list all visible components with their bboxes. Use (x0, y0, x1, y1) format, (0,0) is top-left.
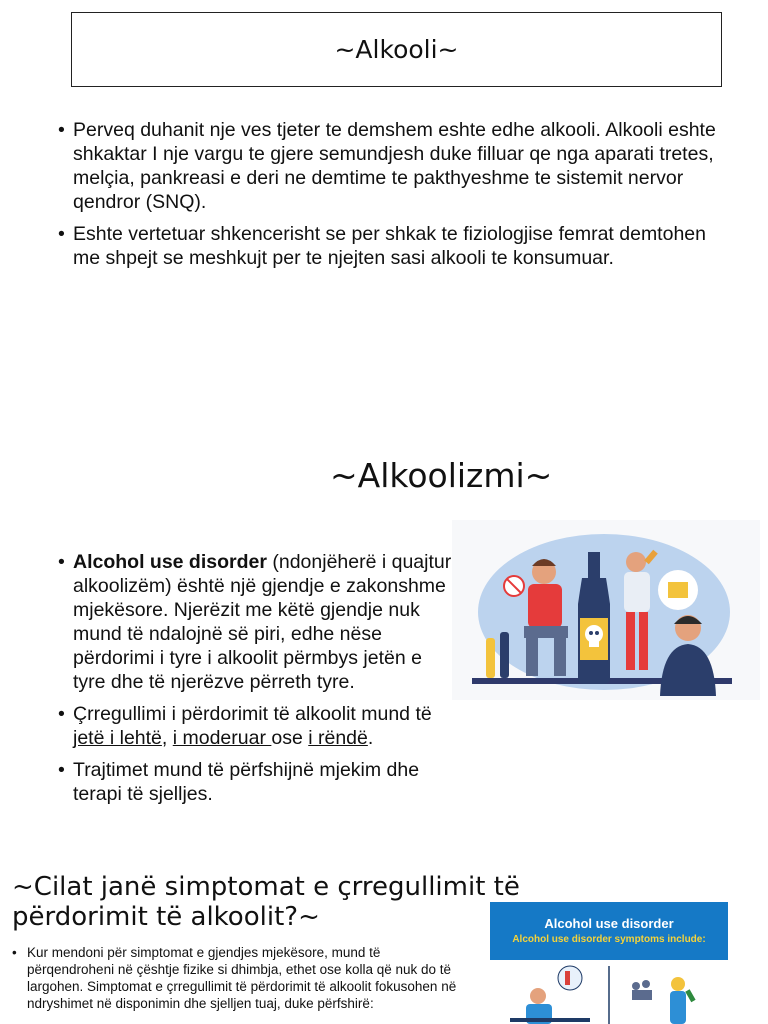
disorder-bullet-list (58, 550, 458, 814)
infographic-title: Alcohol use disorder (544, 916, 674, 931)
symptoms-bullet-list (12, 944, 462, 1020)
alcohol-use-disorder-infographic (490, 902, 728, 1024)
severity-or: ose (271, 727, 309, 749)
intro-bullet-2: • Eshte vertetuar shkencerisht se per shkak te fiziologjise femrat demtohen me shpejt se meshkujt per te njejten sasi alkooli te konsumuar. (58, 222, 718, 270)
alcohol-illustration (452, 520, 760, 700)
intro-bullet-list (58, 118, 718, 278)
thought-bubble-icon (558, 966, 582, 990)
section-title-symptoms: ~Cilat janë simptomat e çrregullimit të përdorimit të alkoolit?~ (12, 872, 520, 932)
severity-separator: , (161, 727, 173, 749)
symptoms-bullet-1: • Kur mendoni për simptomat e gjendjes mjekësore, mund të përqendroheni në çështje fizike si dhimbja, ethet ose kolla që nuk do të largohen. Simptomat e çrregullimit të përdorimit të alkoolit fokusohen në ndryshimet në disponimin dhe sjelljen tuaj, duke përfshirë: (12, 944, 462, 1012)
no-drinking-sign-icon (504, 576, 524, 596)
disorder-bullet-2 (58, 702, 458, 750)
disorder-bullet-1 (58, 550, 458, 694)
infographic-figures (490, 960, 728, 1024)
intro-bullet-1: • Perveq duhanit nje ves tjeter te demshem eshte edhe alkooli. Alkooli eshte shkaktar I nje vargu te gjere semundjesh duke filluar qe nga aparati tretes, melçia, pankreasi e deri ne demtime te pakthyeshme te sistemit nervor qendror (SNQ). (58, 118, 718, 214)
person-at-table-icon (510, 988, 590, 1024)
severity-moderate-link[interactable]: i moderuar (172, 727, 272, 749)
disorder-term: Alcohol use disorder (73, 551, 267, 573)
section-title-alkoolizmi: ~Alkoolizmi~ (330, 456, 553, 495)
group-people-icon (632, 980, 652, 1000)
disorder-definition: (ndonjëherë i quajtur alkoolizëm) është një gjendje e zakonshme mjekësore. Njerëzit me këtë gjendje nuk mund të ndalojnë së piri, edhe nëse përdorimi i tyre i alkoolit përmbys jetën e tyre dhe të njerëzve përreth tyre. (73, 551, 452, 693)
disorder-bullet-3: • Trajtimet mund të përfshijnë mjekim dhe terapi të sjelljes. (58, 758, 458, 806)
person-drinking-icon (670, 977, 696, 1024)
infographic-panel (490, 960, 728, 1024)
severity-severe-link[interactable]: i rëndë (308, 727, 368, 749)
severity-end: . (367, 727, 374, 749)
severity-mild-link[interactable]: jetë i lehtë (73, 727, 162, 749)
severity-intro: Çrregullimi i përdorimit të alkoolit mund të (73, 703, 432, 725)
infographic-subtitle: Alcohol use disorder symptoms include: (512, 934, 706, 945)
beer-bubble-icon (658, 570, 698, 610)
section-title-alkooli: ~Alkooli~ (71, 12, 722, 87)
